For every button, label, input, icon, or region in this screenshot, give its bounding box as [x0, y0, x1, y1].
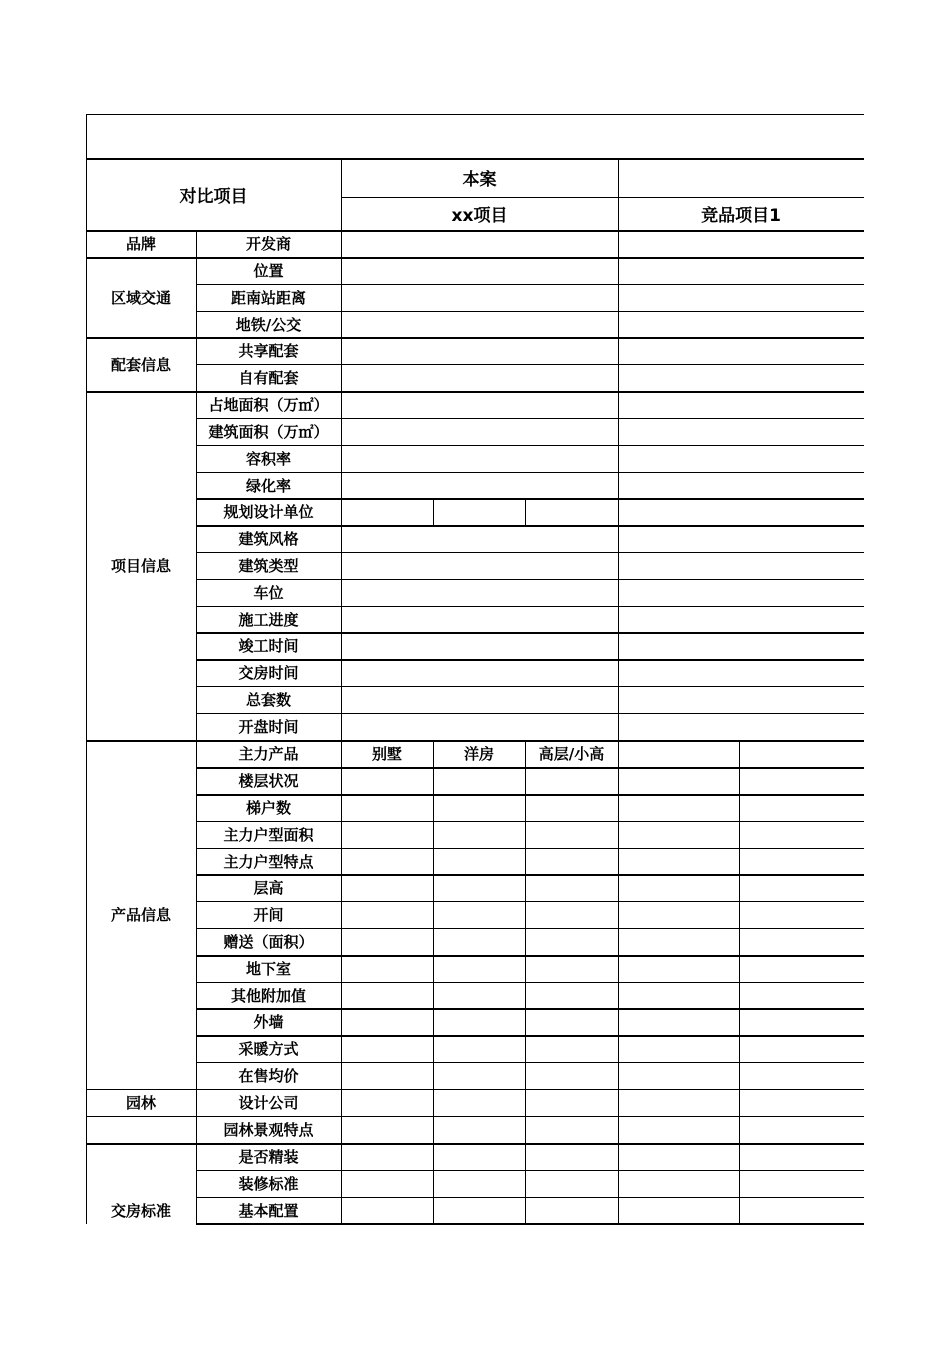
item-avg-price: 在售均价: [238, 1067, 299, 1085]
item-completion: 竣工时间: [238, 637, 299, 655]
item-deco-standard: 装修标准: [238, 1175, 299, 1193]
item-main-feature: 主力户型特点: [223, 852, 314, 871]
table-border-top: [86, 114, 864, 115]
item-distance: 距南站距离: [230, 289, 306, 307]
item-land-area: 占地面积（万㎡）: [208, 396, 329, 414]
column-divider: [618, 158, 619, 1224]
item-far: 容积率: [245, 450, 291, 468]
row-divider: [196, 1223, 864, 1225]
compare-items-header: 对比项目: [179, 186, 248, 207]
category-garden: 园林: [125, 1094, 156, 1112]
item-heating: 采暖方式: [238, 1040, 299, 1058]
category-product: 产品信息: [110, 906, 171, 924]
item-other-value: 其他附加值: [230, 986, 306, 1005]
item-decorated: 是否精装: [238, 1148, 299, 1166]
item-total-units: 总套数: [245, 691, 291, 709]
column-divider: [433, 740, 434, 1224]
item-bay: 开间: [253, 906, 284, 924]
column-divider: [341, 158, 342, 1224]
product-type-highrise: 高层/小高: [538, 745, 605, 763]
item-shared-facilities: 共享配套: [238, 342, 299, 360]
item-garden-feature: 园林景观特点: [223, 1121, 314, 1139]
item-own-facilities: 自有配套: [238, 369, 299, 387]
column-divider: [739, 740, 740, 1224]
item-build-area: 建筑面积（万㎡）: [208, 423, 329, 441]
item-green-rate: 绿化率: [245, 476, 291, 495]
column-divider: [525, 740, 526, 1224]
item-bonus: 赠送（面积）: [223, 933, 314, 951]
this-project-name: xx项目: [451, 206, 508, 226]
this-case-header: 本案: [462, 170, 497, 190]
item-height: 层高: [253, 879, 284, 897]
item-handover: 交房时间: [238, 664, 299, 682]
item-basement: 地下室: [245, 960, 291, 978]
category-project: 项目信息: [110, 557, 171, 575]
category-delivery: 交房标准: [110, 1201, 171, 1220]
product-type-western: 洋房: [463, 745, 494, 763]
item-facade: 外墙: [253, 1013, 284, 1031]
item-main-product: 主力产品: [238, 745, 299, 763]
category-facilities: 配套信息: [110, 355, 171, 374]
item-parking: 车位: [253, 584, 284, 602]
item-garden-designer: 设计公司: [238, 1094, 299, 1112]
item-opening: 开盘时间: [238, 718, 299, 736]
product-type-villa: 别墅: [371, 745, 402, 763]
column-divider: [433, 498, 434, 526]
item-type: 建筑类型: [238, 557, 299, 575]
item-metro: 地铁/公交: [235, 315, 302, 334]
item-floors: 楼层状况: [238, 772, 299, 790]
item-designer: 规划设计单位: [223, 503, 314, 521]
item-location: 位置: [253, 262, 284, 280]
item-developer: 开发商: [245, 235, 291, 253]
competitor-1-name: 竞品项目1: [701, 206, 781, 226]
category-brand: 品牌: [125, 235, 156, 253]
item-progress: 施工进度: [238, 610, 299, 629]
item-main-area: 主力户型面积: [223, 826, 314, 844]
item-ratio: 梯户数: [245, 799, 291, 817]
column-divider: [525, 498, 526, 526]
item-basic-config: 基本配置: [238, 1201, 299, 1220]
category-region: 区域交通: [110, 288, 171, 307]
item-style: 建筑风格: [238, 530, 299, 548]
